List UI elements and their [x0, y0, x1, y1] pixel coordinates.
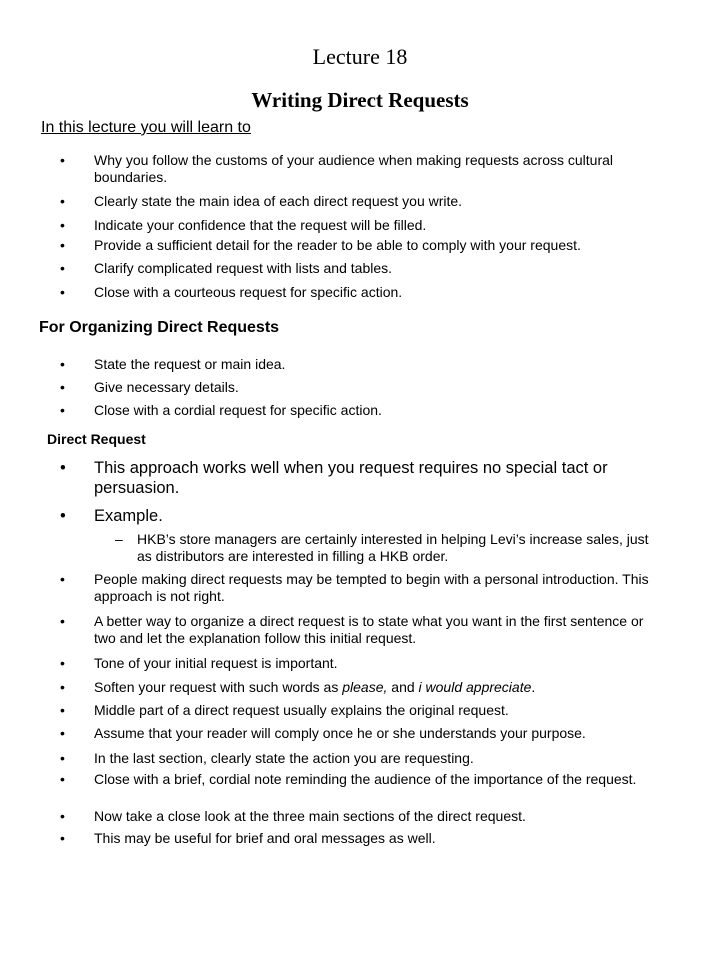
- list-item-text: This may be useful for brief and oral messages as well.: [94, 830, 436, 846]
- list-item-text: Give necessary details.: [94, 379, 239, 395]
- list-item-text: Clarify complicated request with lists and tables.: [94, 260, 393, 276]
- organizing-heading: For Organizing Direct Requests: [39, 319, 280, 336]
- bullet: •: [60, 571, 65, 587]
- example-text: HKB’s store managers are certainly interested in helping Levi’s increase sales, just as distributors are interested in filling a HKB order.: [137, 531, 649, 564]
- bullet: •: [60, 379, 65, 395]
- list-item-text: Assume that your reader will comply once he or she understands your purpose.: [94, 725, 586, 741]
- list-item-text: Indicate your confidence that the request will be filled.: [94, 217, 427, 233]
- page-title: Writing Direct Requests: [251, 88, 469, 112]
- bullet: •: [60, 771, 65, 787]
- bullet: •: [60, 750, 65, 766]
- list-item-text: Now take a close look at the three main sections of the direct request.: [94, 808, 526, 824]
- bullet: •: [60, 237, 65, 253]
- bullet: •: [60, 284, 65, 300]
- list-item-text: [94, 679, 666, 696]
- dash-marker: –: [115, 531, 123, 547]
- list-item-text: A better way to organize a direct request is to state what you want in the first sentence or two and let the explanation follow this initial request.: [94, 613, 644, 646]
- bullet: •: [60, 260, 65, 276]
- bullet: •: [60, 507, 66, 525]
- bullet: •: [60, 702, 65, 718]
- bullet: •: [60, 725, 65, 741]
- list-item-text: Close with a cordial request for specific action.: [94, 402, 382, 418]
- list-item-text: State the request or main idea.: [94, 356, 286, 372]
- bullet: •: [60, 679, 65, 695]
- list-item-text: This approach works well when you request requires no special tact or persuasion.: [94, 459, 608, 497]
- bullet: •: [60, 808, 65, 824]
- list-item-text: Provide a sufficient detail for the reader to be able to comply with your request.: [94, 237, 581, 253]
- bullet: •: [60, 459, 66, 477]
- list-item-text: Why you follow the customs of your audience when making requests across cultural boundaries.: [94, 152, 614, 185]
- soften-text-appreciate: i would appreciate: [418, 679, 532, 695]
- soften-text-please: please,: [342, 679, 388, 695]
- list-item-text: Clearly state the main idea of each direct request you write.: [94, 193, 463, 209]
- soften-text-a: Soften your request with such words as: [94, 679, 343, 695]
- list-item-text: People making direct requests may be tempted to begin with a personal introduction. This approach is not right.: [94, 571, 649, 604]
- list-item-text: Close with a courteous request for specific action.: [94, 284, 403, 300]
- bullet: •: [60, 402, 65, 418]
- bullet: •: [60, 217, 65, 233]
- list-item-text: Tone of your initial request is important.: [94, 655, 338, 671]
- bullet: •: [60, 830, 65, 846]
- bullet: •: [60, 193, 65, 209]
- bullet: •: [60, 152, 65, 168]
- lecture-number: Lecture 18: [312, 44, 408, 69]
- list-item-text: Middle part of a direct request usually explains the original request.: [94, 702, 509, 718]
- list-item-text: Example.: [94, 507, 163, 525]
- soften-text-end: .: [531, 679, 536, 695]
- list-item-text: Close with a brief, cordial note reminding the audience of the importance of the request.: [94, 771, 637, 787]
- bullet: •: [60, 356, 65, 372]
- direct-request-heading: Direct Request: [47, 431, 146, 447]
- bullet: •: [60, 613, 65, 629]
- soften-text-and: and: [387, 679, 419, 695]
- bullet: •: [60, 655, 65, 671]
- intro-heading: In this lecture you will learn to: [41, 119, 251, 136]
- list-item-text: In the last section, clearly state the action you are requesting.: [94, 750, 474, 766]
